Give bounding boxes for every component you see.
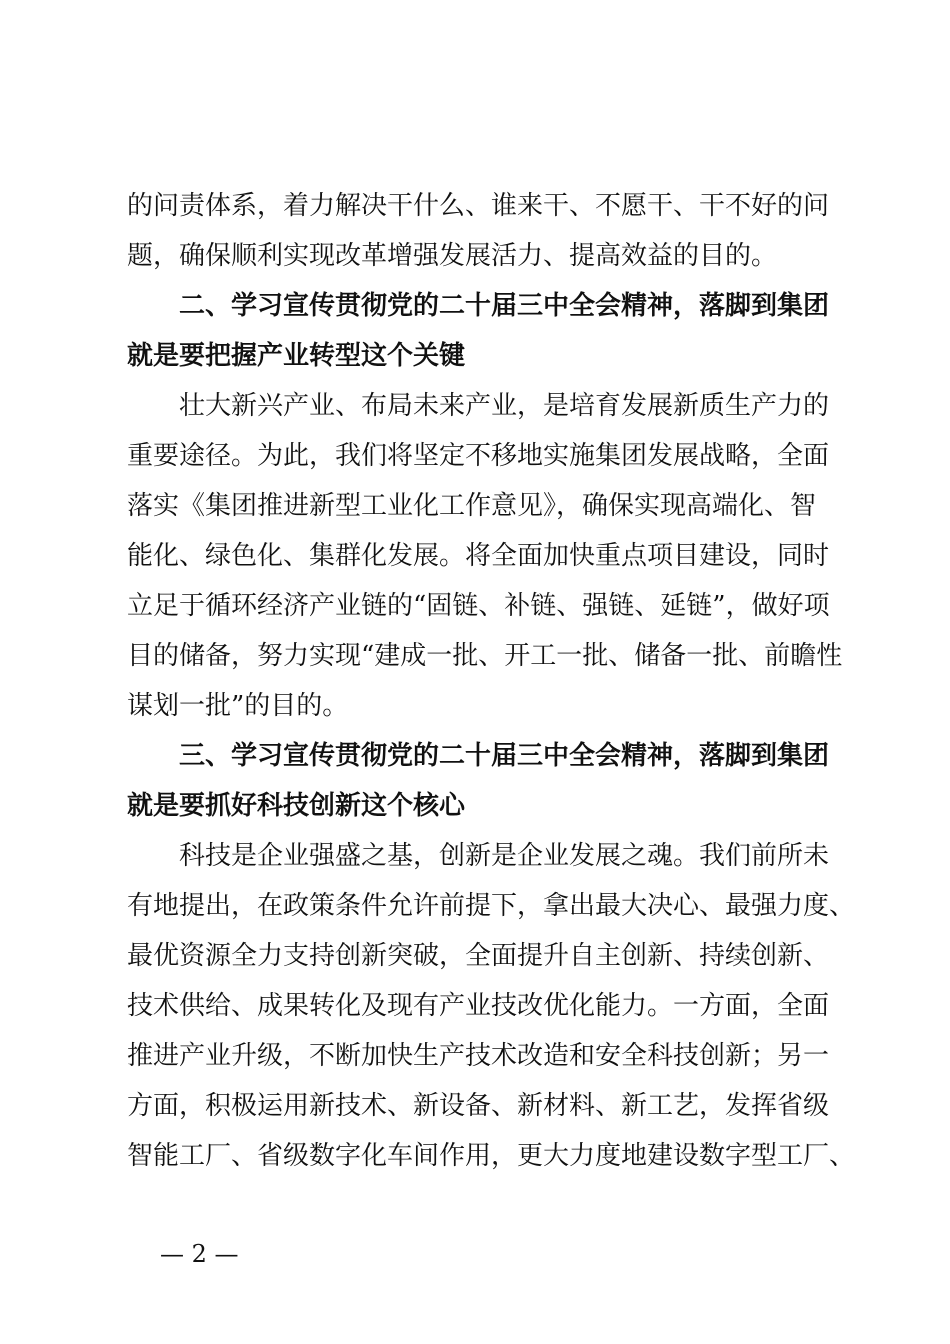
body-text-line: 方面，积极运用新技术、新设备、新材料、新工艺，发挥省级	[127, 1091, 830, 1121]
body-text-line: 的问责体系，着力解决干什么、谁来干、不愿干、干不好的问	[127, 191, 830, 221]
body-text-line: 技术供给、成果转化及现有产业技改优化能力。一方面，全面	[127, 991, 830, 1021]
body-text-line: 科技是企业强盛之基，创新是企业发展之魂。我们前所未	[179, 841, 830, 871]
body-text-line: 题，确保顺利实现改革增强发展活力、提高效益的目的。	[127, 241, 778, 271]
section-heading-line: 三、学习宣传贯彻党的二十届三中全会精神，落脚到集团	[179, 741, 830, 771]
section-heading-line: 二、学习宣传贯彻党的二十届三中全会精神，落脚到集团	[179, 291, 830, 321]
body-text-line: 立足于循环经济产业链的“固链、补链、强链、延链”，做好项	[127, 591, 830, 621]
body-text-line: 目的储备，努力实现“建成一批、开工一批、储备一批、前瞻性	[127, 641, 843, 671]
body-text-line: 壮大新兴产业、布局未来产业，是培育发展新质生产力的	[179, 391, 830, 421]
body-text-line: 落实《集团推进新型工业化工作意见》，确保实现高端化、智	[127, 491, 817, 521]
body-text-line: 重要途径。为此，我们将坚定不移地实施集团发展战略，全面	[127, 441, 830, 471]
body-text-line: 最优资源全力支持创新突破，全面提升自主创新、持续创新、	[127, 941, 830, 971]
body-text-line: 推进产业升级，不断加快生产技术改造和安全科技创新；另一	[127, 1041, 830, 1071]
page-number: — 2 —	[160, 1240, 239, 1268]
section-heading-line: 就是要抓好科技创新这个核心	[127, 791, 466, 821]
body-text-line: 能化、绿色化、集群化发展。将全面加快重点项目建设，同时	[127, 541, 830, 571]
body-text-line: 智能工厂、省级数字化车间作用，更大力度地建设数字型工厂、	[127, 1141, 856, 1171]
section-heading-line: 就是要把握产业转型这个关键	[127, 341, 466, 371]
body-text-line: 谋划一批”的目的。	[127, 691, 349, 721]
body-text-line: 有地提出，在政策条件允许前提下，拿出最大决心、最强力度、	[127, 891, 856, 921]
